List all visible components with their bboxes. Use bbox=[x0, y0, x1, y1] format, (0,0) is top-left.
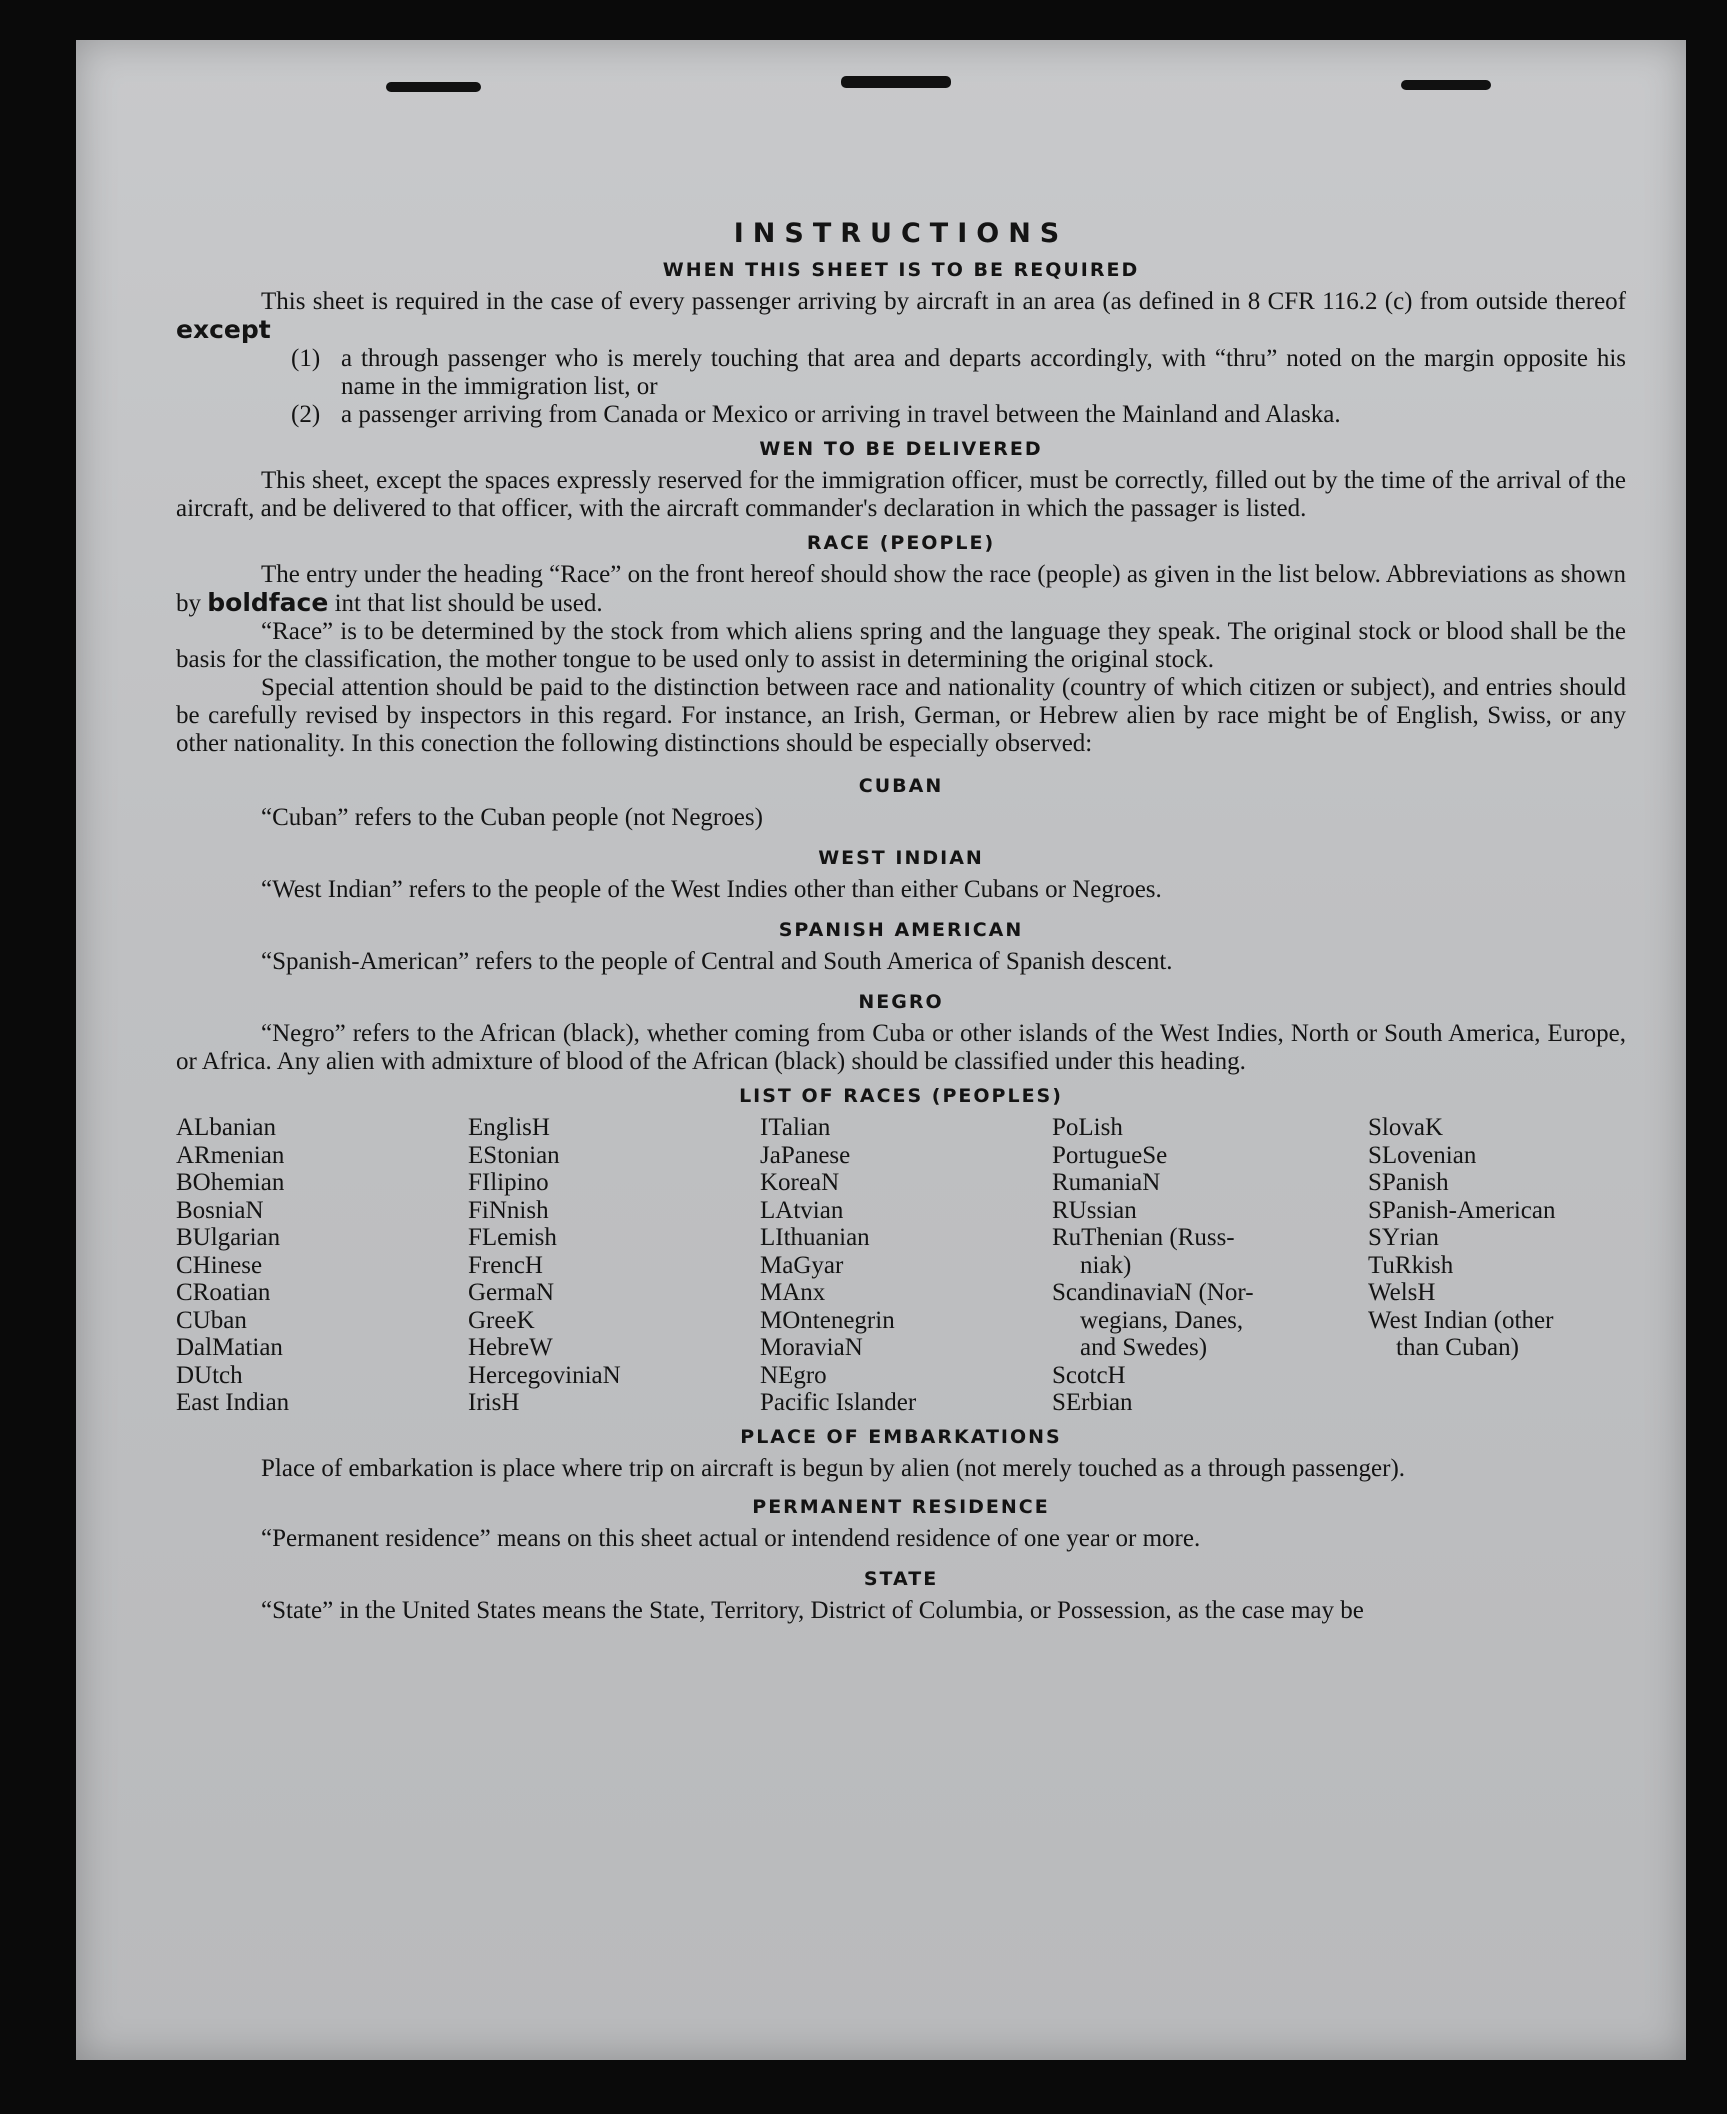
list-item: (1) a through passenger who is merely touching that area and departs accordingly, with “thru” noted on the margin opposite his name in the immigration list, or bbox=[291, 345, 1626, 400]
heading-negro: NEGRO bbox=[858, 991, 944, 1013]
race-entry: CUban bbox=[176, 1306, 247, 1334]
race-entry: KoreaN bbox=[760, 1169, 840, 1196]
when-required-intro: This sheet is required in the case of every passenger arriving by aircraft in an area (as defined in 8 CFR 116.2 (c) from outside thereof except bbox=[176, 288, 1626, 344]
state-text: “State” in the United States means the State, Territory, District of Columbia, or Possession, as the case may be bbox=[261, 1596, 1364, 1624]
race-entry: LIthuanian bbox=[760, 1224, 870, 1251]
race-entry: BosniaN bbox=[176, 1196, 264, 1224]
race-entry: DUtch bbox=[176, 1361, 243, 1389]
race-entry: RumaniaN bbox=[1052, 1169, 1161, 1196]
heading-spanish-american: SPANISH AMERICAN bbox=[778, 919, 1024, 941]
race-entry: FrencH bbox=[468, 1251, 543, 1279]
race-entry: HercegoviniaN bbox=[468, 1361, 621, 1389]
race-entry: PortugueSe bbox=[1052, 1141, 1168, 1169]
race-entry: NEgro bbox=[760, 1361, 827, 1389]
race-paragraph-3: Special attention should be paid to the distinction between race and nationality (country of which citizen or subject), and entries should be carefully revised by inspectors in this regard. For instance, an Irish, German, or Hebrew alien by race might be of English, Swiss, or any other nationality. In this conection the following distinctions should be especially observed: bbox=[176, 674, 1626, 757]
race-entry: BOhemian bbox=[176, 1169, 285, 1196]
heading-west-indian: WEST INDIAN bbox=[818, 847, 984, 869]
race-entry: WelsH bbox=[1368, 1279, 1436, 1306]
races-column bbox=[468, 1114, 760, 1417]
heading-embarkation: PLACE OF EMBARKATIONS bbox=[740, 1425, 1062, 1448]
race-entry: MoraviaN bbox=[760, 1334, 863, 1361]
race-entry: SYrian bbox=[1368, 1224, 1439, 1251]
race-paragraph-2: “Race” is to be determined by the stock from which aliens spring and the language they speak. The original stock or blood shall be the basis for the classification, the mother tongue to be used only to assist in determining the original stock. bbox=[176, 618, 1626, 673]
race-entry: HebreW bbox=[468, 1334, 553, 1361]
heading-list-of-races: LIST OF RACES (PEOPLES) bbox=[739, 1085, 1063, 1107]
race-entry-continued: than Cuban) bbox=[1396, 1334, 1519, 1361]
race-entry: EnglisH bbox=[468, 1114, 550, 1141]
race-entry: BUlgarian bbox=[176, 1224, 281, 1251]
page-title: INSTRUCTIONS bbox=[733, 218, 1069, 249]
heading-delivered: WEN TO BE DELIVERED bbox=[759, 438, 1043, 460]
race-entry: FLemish bbox=[468, 1224, 557, 1251]
race-entry-continued: niak) bbox=[1080, 1251, 1132, 1279]
race-entry: EStonian bbox=[468, 1141, 560, 1169]
race-entry: MAnx bbox=[760, 1279, 826, 1306]
race-entry: CHinese bbox=[176, 1251, 263, 1279]
race-entry: ALbanian bbox=[176, 1114, 276, 1141]
races-list bbox=[176, 1114, 1626, 1417]
delivered-text: This sheet, except the spaces expressly reserved for the immigration officer, must be correctly, filled out by the time of the arrival of the aircraft, and be delivered to that officer, with the aircraft commander's declaration in which the passager is listed. bbox=[176, 467, 1626, 522]
race-entry: LAtvian bbox=[760, 1196, 844, 1224]
race-entry: MaGyar bbox=[760, 1251, 844, 1279]
staple-mark bbox=[386, 82, 481, 92]
embarkation-text: Place of embarkation is place where trip on aircraft is begun by alien (not merely touched as a through passenger). bbox=[261, 1454, 1406, 1482]
heading-race: RACE (PEOPLE) bbox=[806, 532, 996, 554]
heading-residence: PERMANENT RESIDENCE bbox=[752, 1495, 1050, 1518]
races-column bbox=[1368, 1114, 1626, 1417]
race-entry: SPanish-American bbox=[1368, 1196, 1556, 1224]
race-entry: TuRkish bbox=[1368, 1251, 1454, 1279]
race-entry: ARmenian bbox=[176, 1141, 285, 1169]
race-entry: GermaN bbox=[468, 1279, 555, 1306]
races-column bbox=[1052, 1114, 1368, 1417]
staple-mark bbox=[1401, 80, 1491, 90]
races-column bbox=[176, 1114, 468, 1417]
race-entry: RuThenian (Russ- bbox=[1052, 1224, 1235, 1251]
race-entry-continued: wegians, Danes, bbox=[1080, 1306, 1244, 1334]
heading-cuban: CUBAN bbox=[858, 775, 944, 797]
spanish-american-text: “Spanish-American” refers to the people of Central and South America of Spanish descent. bbox=[261, 948, 1173, 975]
race-entry: DalMatian bbox=[176, 1334, 283, 1361]
heading-when-required: WHEN THIS SHEET IS TO BE REQUIRED bbox=[662, 259, 1140, 281]
race-entry: Pacific Islander bbox=[760, 1389, 917, 1416]
race-entry: ScotcH bbox=[1052, 1361, 1126, 1389]
race-entry: JaPanese bbox=[760, 1141, 851, 1169]
race-entry: SLovenian bbox=[1368, 1141, 1477, 1169]
negro-text: “Negro” refers to the African (black), whether coming from Cuba or other islands of the West Indies, North or South America, Europe, or Africa. Any alien with admixture of blood of the African (black) should be classified under this heading. bbox=[176, 1020, 1626, 1075]
race-entry: ScandinaviaN (Nor- bbox=[1052, 1279, 1254, 1306]
residence-text: “Permanent residence” means on this sheet actual or intendend residence of one year or more. bbox=[261, 1524, 1201, 1552]
race-entry: GreeK bbox=[468, 1306, 535, 1334]
race-entry: West Indian (other bbox=[1368, 1306, 1554, 1334]
staple-mark bbox=[841, 76, 951, 88]
races-column bbox=[760, 1114, 1052, 1417]
race-entry: RUssian bbox=[1052, 1196, 1137, 1224]
heading-state: STATE bbox=[863, 1567, 939, 1590]
list-item: (2) a passenger arriving from Canada or Mexico or arriving in travel between the Mainland and Alaska. bbox=[291, 401, 1341, 428]
race-entry-continued: and Swedes) bbox=[1080, 1334, 1208, 1361]
race-entry: ITalian bbox=[760, 1114, 831, 1141]
cuban-text: “Cuban” refers to the Cuban people (not Negroes) bbox=[261, 804, 763, 831]
race-entry: CRoatian bbox=[176, 1279, 271, 1306]
race-paragraph-1: The entry under the heading “Race” on the front hereof should show the race (people) as given in the list below. Abbreviations as shown by boldface int that list should be used. bbox=[176, 561, 1626, 617]
document-page bbox=[76, 40, 1686, 2060]
race-entry: IrisH bbox=[468, 1389, 520, 1416]
race-entry: PoLish bbox=[1052, 1114, 1123, 1141]
race-entry: FiNnish bbox=[468, 1196, 549, 1224]
race-entry: SErbian bbox=[1052, 1389, 1133, 1416]
instructions-content bbox=[176, 180, 1626, 1625]
west-indian-text: “West Indian” refers to the people of the West Indies other than either Cubans or Negroes. bbox=[261, 876, 1162, 903]
race-entry: MOntenegrin bbox=[760, 1306, 895, 1334]
race-entry: FIlipino bbox=[468, 1169, 549, 1196]
race-entry: SlovaK bbox=[1368, 1114, 1443, 1141]
race-entry: SPanish bbox=[1368, 1169, 1449, 1196]
race-entry: East Indian bbox=[176, 1389, 290, 1416]
